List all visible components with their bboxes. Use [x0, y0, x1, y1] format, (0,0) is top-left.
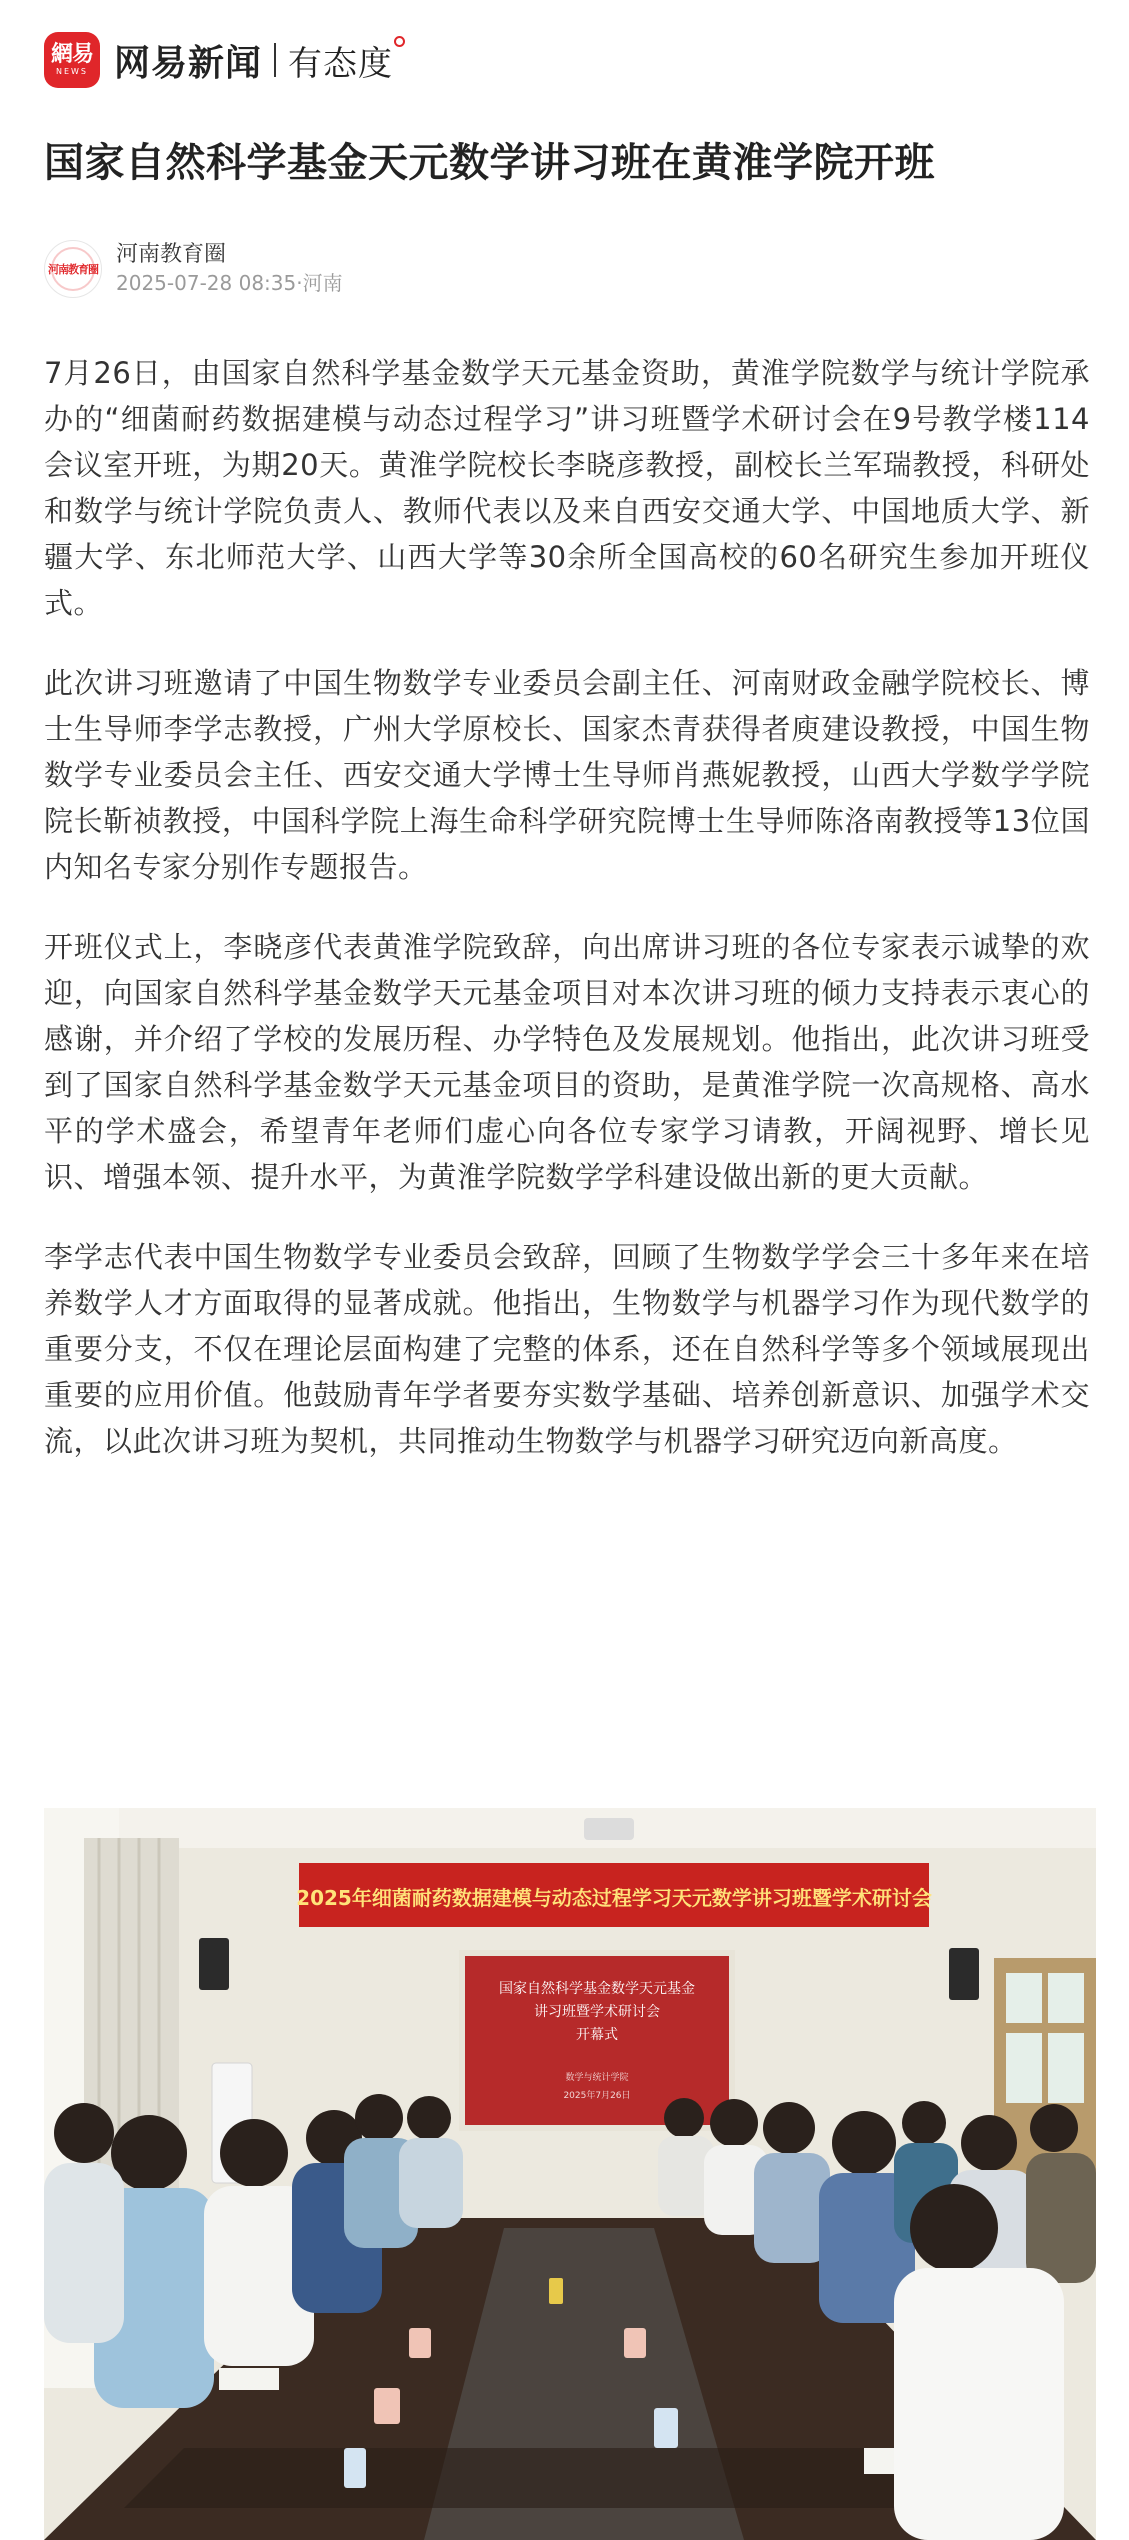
- article-photo[interactable]: [44, 1808, 1096, 2540]
- screen-line-2: 讲习班暨学术研讨会: [534, 2004, 660, 2020]
- netease-logo-icon[interactable]: [44, 32, 100, 88]
- article-paragraph: 7月26日，由国家自然科学基金数学天元基金资助，黄淮学院数学与统计学院承办的“细菌耐药数据建模与动态过程学习”讲习班暨学术研讨会在9号教学楼114会议室开班，为期20天。黄淮学院校长李晓彦教授，副校长兰军瑞教授，科研处和数学与统计学院负责人、教师代表以及来自西安交通大学、中国地质大学、新疆大学、东北师范大学、山西大学等30余所全国高校的60名研究生参加开班仪式。: [44, 356, 1090, 620]
- brand-slogan: [288, 36, 393, 85]
- screen-line-5: 2025年7月26日: [563, 2091, 631, 2101]
- publish-meta: 2025-07-28 08:35·河南: [116, 271, 343, 295]
- article-body: [44, 350, 1090, 1498]
- screen-line-1: 国家自然科学基金数学天元基金: [499, 1981, 695, 1997]
- meeting-photo-illustration: [44, 1808, 1096, 2540]
- brand-divider: [274, 43, 276, 77]
- avatar-text: 河南教育圈: [48, 263, 98, 276]
- speaker-left-icon: [199, 1938, 229, 1990]
- author-name[interactable]: 河南教育圈: [116, 242, 227, 267]
- author-block: [44, 240, 343, 298]
- screen-line-3: 开幕式: [576, 2027, 618, 2043]
- app-header: [44, 24, 393, 96]
- brand-name: 网易新闻: [114, 42, 263, 84]
- logo-sub: NEWS: [55, 67, 89, 76]
- article-paragraph: 开班仪式上，李晓彦代表黄淮学院致辞，向出席讲习班的各位专家表示诚挚的欢迎，向国家自然科学基金数学天元基金项目对本次讲习班的倾力支持表示衷心的感谢，并介绍了学校的发展历程、办学特色及发展规划。他指出，此次讲习班受到了国家自然科学基金数学天元基金项目的资助，是黄淮学院一次高规格、高水平的学术盛会，希望青年老师们虚心向各位专家学习请教，开阔视野、增长见识、增强本领、提升水平，为黄淮学院数学学科建设做出新的更大贡献。: [44, 930, 1090, 1194]
- speaker-right-icon: [949, 1948, 979, 2000]
- article-paragraph: 此次讲习班邀请了中国生物数学专业委员会副主任、河南财政金融学院校长、博士生导师李学志教授，广州大学原校长、国家杰青获得者庾建设教授，中国生物数学专业委员会主任、西安交通大学博士生导师肖燕妮教授，山西大学数学学院院长靳祯教授，中国科学院上海生命科学研究院博士生导师陈洛南教授等13位国内知名专家分别作专题报告。: [44, 666, 1090, 884]
- author-info: [116, 241, 343, 297]
- brand-slogan-text: 有态度: [288, 43, 394, 84]
- article-title: 国家自然科学基金天元数学讲习班在黄淮学院开班: [44, 140, 935, 186]
- slogan-dot-icon: [394, 36, 405, 47]
- article-paragraph: 李学志代表中国生物数学专业委员会致辞，回顾了生物数学学会三十多年来在培养数学人才方面取得的显著成就。他指出，生物数学与机器学习作为现代数学的重要分支，不仅在理论层面构建了完整的体系，还在自然科学等多个领域展现出重要的应用价值。他鼓励青年学者要夯实数学基础、培养创新意识、加强学术交流，以此次讲习班为契机，共同推动生物数学与机器学习研究迈向新高度。: [44, 1240, 1090, 1458]
- logo-glyph: 網易: [50, 42, 93, 67]
- screen-line-4: 数学与统计学院: [565, 2073, 629, 2083]
- author-avatar[interactable]: [44, 240, 102, 298]
- ceiling: [44, 1808, 1096, 1848]
- banner-text: 2025年细菌耐药数据建模与动态过程学习天元数学讲习班暨学术研讨会: [296, 1886, 932, 1910]
- projector-icon: [584, 1818, 634, 1840]
